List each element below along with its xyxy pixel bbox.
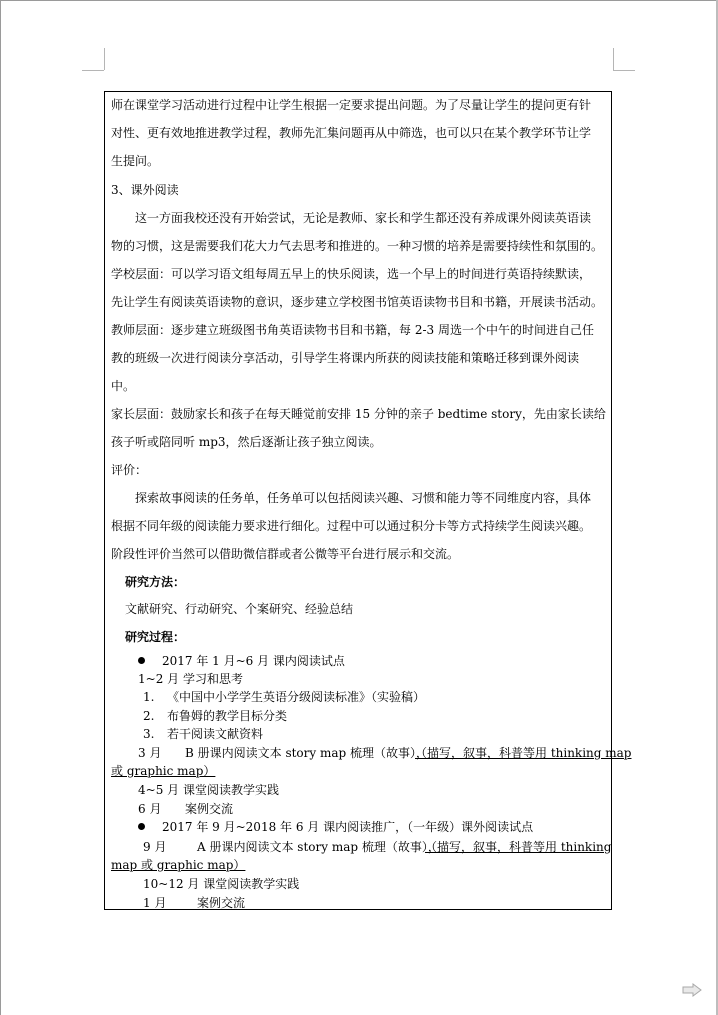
- text-line: 先让学生有阅读英语读物的意识，逐步建立学校图书馆英语读物书目和书籍，开展读书活动。: [111, 295, 604, 309]
- methods-text: 文献研究、行动研究、个案研究、经验总结: [125, 602, 354, 616]
- text-line: 学校层面：可以学习语文组每周五早上的快乐阅读，选一个早上的时间进行英语持续默读，: [111, 267, 592, 281]
- table-cell: [104, 91, 632, 910]
- month-label: 3 月: [138, 746, 162, 760]
- list-item-note: 或 graphic map）: [111, 764, 216, 778]
- list-item: 若干阅读文献资料: [167, 727, 264, 741]
- stage-title: 2017 年 9 月~2018 年 6 月 课内阅读推广，（一年级）课外阅读试点: [162, 820, 534, 834]
- crop-mark: [613, 70, 635, 71]
- bullet-item: [138, 820, 145, 834]
- page-top-edge: [0, 0, 718, 1]
- month-label: 6 月: [138, 802, 162, 816]
- bullet-item: [138, 654, 145, 668]
- list-item: 案例交流: [185, 802, 234, 816]
- text-line: 教师层面：逐步建立班级图书角英语读物书目和书籍，每 2-3 周选一个中午的时间进自己任: [111, 323, 594, 337]
- page-left-edge: [0, 0, 1, 1015]
- list-item: 4~5 月 课堂阅读教学实践: [138, 783, 279, 797]
- crop-mark: [82, 70, 104, 71]
- list-number: 2.: [143, 709, 155, 723]
- list-item: 1~2 月 学习和思考: [138, 672, 243, 686]
- text-line: 探索故事阅读的任务单，任务单可以包括阅读兴趣、习惯和能力等不同维度内容，具体: [135, 491, 592, 505]
- text-line: 物的习惯，这是需要我们花大力气去思考和推进的。一种习惯的培养是需要持续性和氛围的。: [111, 239, 604, 253]
- text-line: 师在课堂学习活动进行过程中让学生根据一定要求提出问题。为了尽量让学生的提问更有针: [111, 98, 592, 112]
- text-line: 评价：: [111, 463, 148, 477]
- text-line: 这一方面我校还没有开始尝试，无论是教师、家长和学生都还没有养成课外阅读英语读: [135, 211, 592, 225]
- list-item-note: map 或 graphic map）: [111, 858, 246, 872]
- bullet-icon: [138, 657, 145, 664]
- section-heading: 3、课外阅读: [111, 183, 179, 197]
- text-line: 根据不同年级的阅读能力要求进行细化。过程中可以通过积分卡等方式持续学生阅读兴趣。: [111, 519, 592, 533]
- text-line: 中。: [111, 379, 136, 393]
- list-item: 10~12 月 课堂阅读教学实践: [143, 877, 300, 891]
- text-line: 教的班级一次进行阅读分享活动，引导学生将课内所获的阅读技能和策略迁移到课外阅读: [111, 351, 580, 365]
- crop-mark: [613, 48, 614, 70]
- list-item-note: （描写，叙事，科普等用 thinking map: [415, 746, 632, 760]
- heading-process: 研究过程：: [125, 630, 186, 644]
- month-label: 9 月: [143, 840, 167, 854]
- text-line: 对性、更有效地推进教学过程，教师先汇集问题再从中筛选，也可以只在某个教学环节让学: [111, 126, 592, 140]
- list-item-note: （描写，叙事，科普等用 thinking: [425, 840, 612, 854]
- crop-mark: [104, 48, 105, 70]
- text-line: 家长层面：鼓励家长和孩子在每天睡觉前安排 15 分钟的亲子 bedtime story，先由家长读给: [111, 407, 606, 421]
- stage-title: 2017 年 1 月~6 月 课内阅读试点: [162, 654, 345, 668]
- text-line: 阶段性评价当然可以借助微信群或者公微等平台进行展示和交流。: [111, 547, 460, 561]
- list-item: A 册课内阅读文本 story map 梳理（故事），: [197, 840, 440, 854]
- text-line: 孩子听或陪同听 mp3，然后逐渐让孩子独立阅读。: [111, 435, 382, 449]
- list-number: 3.: [143, 727, 155, 741]
- text-line: 生提问。: [111, 154, 160, 168]
- list-item: 案例交流: [197, 896, 246, 910]
- bullet-icon: [138, 823, 145, 830]
- next-page-arrow-icon[interactable]: [682, 983, 702, 997]
- list-item: 布鲁姆的教学目标分类: [167, 709, 288, 723]
- list-item: 《中国中小学学生英语分级阅读标准》（实验稿）: [167, 690, 426, 704]
- heading-methods: 研究方法：: [125, 575, 186, 589]
- list-number: 1.: [143, 690, 155, 704]
- month-label: 1 月: [143, 896, 167, 910]
- list-item: B 册课内阅读文本 story map 梳理（故事），: [185, 746, 429, 760]
